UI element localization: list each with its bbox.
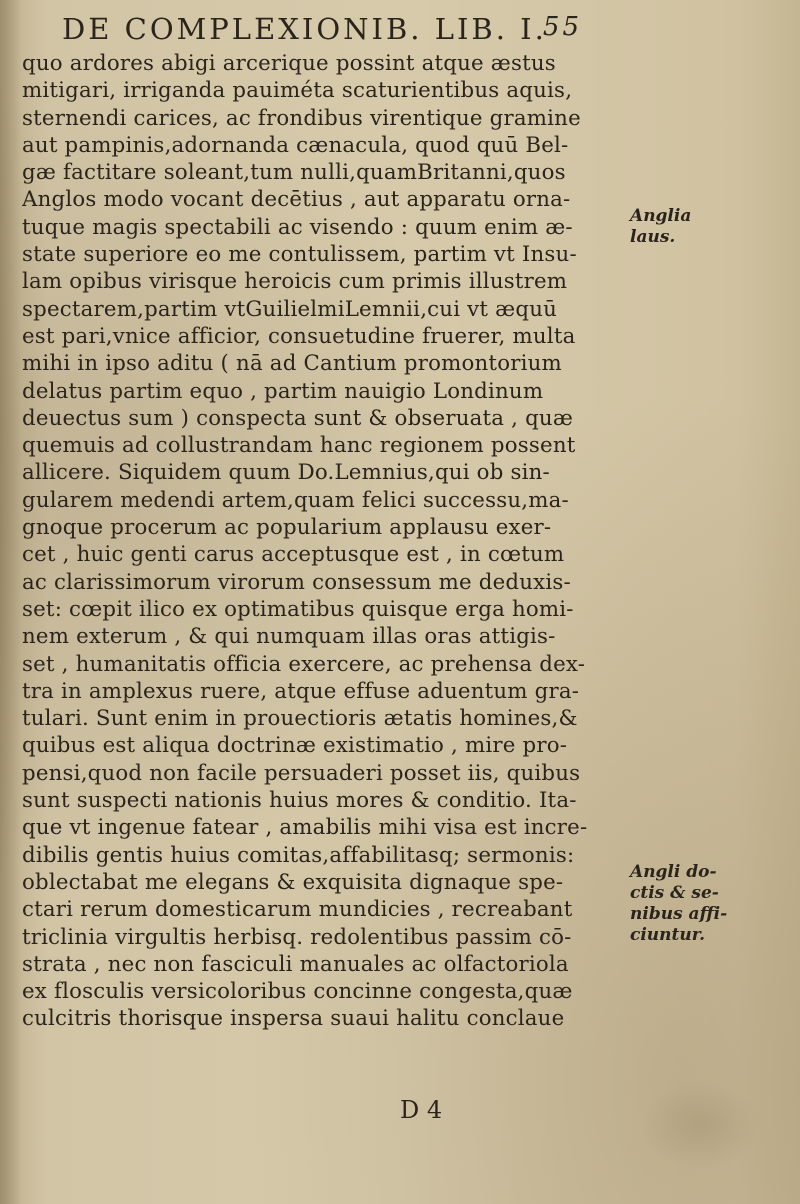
text-line: tulari. Sunt enim in prouectioris ætatis homines,& [22, 706, 578, 732]
text-line: cet , huic genti carus acceptusque est , in cœtum [22, 542, 565, 568]
text-line: gæ factitare soleant,tum nulli,quamBritanni,quos [22, 160, 566, 186]
text-line: state superiore eo me contulissem, partim vt Insu- [22, 242, 577, 268]
text-line: sternendi carices, ac frondibus virentique gramine [22, 105, 581, 131]
text-line: lam opibus virisque heroicis cum primis illustrem [22, 269, 568, 295]
text-line: tra in amplexus ruere, atque effuse aduentum gra- [22, 678, 580, 704]
marginal-note-line: ciuntur. [630, 925, 706, 945]
marginal-note-line: laus. [630, 227, 676, 247]
text-line: quemuis ad collustrandam hanc regionem possent [22, 433, 576, 459]
text-line: que vt ingenue fatear , amabilis mihi visa est incre- [22, 815, 588, 841]
running-head [62, 12, 582, 52]
text-line: oblectabat me elegans & exquisita dignaque spe- [22, 869, 564, 895]
text-line: nem exterum , & qui numquam illas oras attigis- [22, 624, 556, 650]
marginal-note-angli [630, 862, 727, 946]
text-line: delatus partim equo , partim nauigio Londinum [22, 378, 544, 404]
marginal-note-line: ctis & se- [630, 883, 719, 903]
text-line: ex flosculis versicoloribus concinne congesta,quæ [22, 979, 573, 1005]
text-line: ac clarissimorum virorum consessum me deduxis- [22, 569, 571, 595]
marginal-note-line: Angli do- [630, 862, 717, 882]
text-line: quibus est aliqua doctrinæ existimatio , mire pro- [22, 733, 568, 759]
text-line: spectarem,partim vtGuilielmiLemnii,cui vt æquū [22, 296, 558, 322]
text-line: pensi,quod non facile persuaderi posset iis, quibus [22, 760, 581, 786]
text-line: ctari rerum domesticarum mundicies , recreabant [22, 897, 573, 923]
text-line: mitigari, irriganda pauiméta scaturientibus aquis, [22, 78, 573, 104]
text-line: deuectus sum ) conspecta sunt & obseruata , quæ [22, 405, 574, 431]
page-number: 55 [542, 12, 582, 42]
text-line: gularem medendi artem,quam felici successu,ma- [22, 487, 569, 513]
text-line: allicere. Siquidem quum Do.Lemnius,qui ob sin- [22, 460, 550, 486]
body-text [22, 50, 622, 1033]
text-line: gnoque procerum ac popularium applausu exer- [22, 515, 552, 541]
text-line: aut pampinis,adornanda cænacula, quod quū Bel- [22, 132, 569, 158]
text-line: sunt suspecti nationis huius mores & conditio. Ita- [22, 788, 577, 814]
text-line: dibilis gentis huius comitas,affabilitasq; sermonis: [22, 842, 575, 868]
text-line: quo ardores abigi arcerique possint atque æstus [22, 51, 556, 76]
paper-stain [640, 1080, 760, 1170]
signature-mark: D 4 [400, 1096, 443, 1124]
marginal-note-line: nibus affi- [630, 904, 728, 924]
running-head-title: DE COMPLEXIONIB. LIB. I. [62, 12, 547, 46]
text-line: strata , nec non fasciculi manuales ac olfactoriola [22, 951, 569, 977]
text-line: triclinia virgultis herbisq. redolentibus passim cō- [22, 924, 572, 950]
text-line: culcitris thorisque inspersa suaui halitu conclaue [22, 1006, 565, 1032]
text-line: tuque magis spectabili ac visendo : quum enim æ- [22, 214, 573, 240]
text-line: set , humanitatis officia exercere, ac prehensa dex- [22, 651, 586, 677]
text-line: mihi in ipso aditu ( nā ad Cantium promontorium [22, 351, 562, 377]
text-line: Anglos modo vocant decētius , aut apparatu orna- [22, 187, 571, 213]
page-gutter-shadow [0, 0, 22, 1204]
text-line: est pari,vnice afficior, consuetudine fruerer, multa [22, 323, 576, 349]
marginal-note-anglia [630, 206, 691, 248]
text-line: set: cœpit ilico ex optimatibus quisque erga homi- [22, 596, 574, 622]
marginal-note-line: Anglia [630, 206, 692, 226]
